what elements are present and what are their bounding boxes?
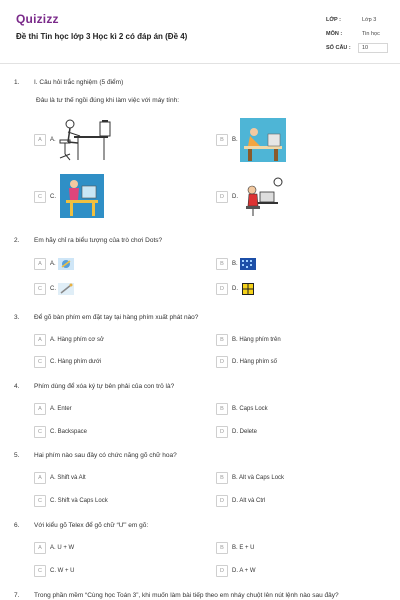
option-a[interactable]	[34, 134, 56, 146]
option-c[interactable]	[34, 356, 101, 368]
option-letter: B	[216, 542, 228, 554]
option-b[interactable]	[216, 258, 256, 270]
option-b[interactable]	[216, 334, 281, 346]
option-text: D. A + W	[232, 568, 256, 574]
option-letter: A	[34, 258, 46, 270]
subject-value: Tin học	[362, 31, 380, 37]
question-number: 5.	[14, 452, 20, 459]
option-c[interactable]	[34, 565, 75, 577]
question-number: 7.	[14, 592, 20, 599]
option-letter: D	[216, 495, 228, 507]
option-b[interactable]	[216, 542, 255, 554]
option-letter: C	[34, 565, 46, 577]
option-d[interactable]	[216, 426, 257, 438]
sitting-posture-image-c	[60, 174, 104, 218]
sitting-posture-image-a	[56, 116, 112, 164]
option-text: C. Backspace	[50, 429, 88, 435]
option-letter: D	[216, 191, 228, 203]
option-a[interactable]	[34, 542, 74, 554]
question-text: I. Câu hỏi trắc nghiệm (5 điểm)	[34, 79, 124, 86]
option-d[interactable]	[216, 565, 256, 577]
question-text: Hai phím nào sau đây có chức năng gõ chữ hoa?	[34, 452, 177, 459]
option-text: D. Alt và Ctrl	[232, 498, 266, 504]
option-letter: A	[34, 403, 46, 415]
option-text: C.	[50, 194, 56, 200]
option-text: C.	[50, 286, 56, 292]
option-text: B.	[232, 261, 238, 267]
option-text: D.	[232, 194, 238, 200]
option-d[interactable]	[216, 495, 265, 507]
option-text: B.	[232, 137, 238, 143]
option-text: D. Delete	[232, 429, 258, 435]
option-letter: A	[34, 134, 46, 146]
option-text: A. Enter	[50, 406, 72, 412]
option-b[interactable]	[216, 472, 284, 484]
question-count-value: 10	[362, 45, 369, 51]
question-number: 4.	[14, 383, 20, 390]
option-text: A. Hàng phím cơ sở	[50, 337, 104, 343]
option-text: B. Hàng phím trên	[232, 337, 281, 343]
worksheet-title: Đề thi Tin học lớp 3 Học kì 2 có đáp án (Đề 4)	[16, 32, 188, 41]
question-text: Phím dùng để xóa ký tự bên phải của con trỏ là?	[34, 383, 175, 390]
option-c[interactable]	[34, 495, 108, 507]
option-letter: B	[216, 334, 228, 346]
game-icon-b	[240, 258, 256, 270]
option-text: B. Alt và Caps Lock	[232, 475, 285, 481]
subject-label: MÔN :	[326, 31, 343, 37]
option-a[interactable]	[34, 334, 104, 346]
option-a[interactable]	[34, 403, 72, 415]
question-number: 1.	[14, 79, 20, 86]
option-letter: D	[216, 356, 228, 368]
option-text: B. E + U	[232, 545, 255, 551]
option-text: A.	[50, 137, 56, 143]
quizizz-logo[interactable]: Quizizz	[16, 12, 59, 26]
question-text: Với kiểu gõ Telex để gõ chữ “Ư” em gõ:	[34, 522, 149, 529]
option-letter: A	[34, 542, 46, 554]
option-letter: D	[216, 283, 228, 295]
option-letter: A	[34, 334, 46, 346]
option-text: C. Hàng phím dưới	[50, 359, 102, 365]
option-letter: D	[216, 426, 228, 438]
question-number: 3.	[14, 314, 20, 321]
option-d[interactable]	[216, 191, 238, 203]
game-icon-a	[58, 258, 74, 270]
question-number: 6.	[14, 522, 20, 529]
option-letter: B	[216, 134, 228, 146]
option-a[interactable]	[34, 258, 74, 270]
sitting-posture-image-b	[240, 118, 286, 162]
question-text: Em hãy chỉ ra biểu tượng của trò chơi Dots?	[34, 237, 163, 244]
option-text: C. Shift và Caps Lock	[50, 498, 108, 504]
option-a[interactable]	[34, 472, 86, 484]
option-letter: C	[34, 283, 46, 295]
question-number: 2.	[14, 237, 20, 244]
option-letter: C	[34, 426, 46, 438]
option-d[interactable]	[216, 356, 277, 368]
option-text: A. Shift và Alt	[50, 475, 86, 481]
game-icon-c	[58, 283, 74, 295]
question-text: Để gõ bàn phím em đặt tay tại hàng phím xuất phát nào?	[34, 314, 199, 321]
option-letter: B	[216, 258, 228, 270]
option-letter: B	[216, 472, 228, 484]
worksheet-header	[0, 0, 400, 64]
option-text: C. W + U	[50, 568, 75, 574]
option-letter: D	[216, 565, 228, 577]
option-b[interactable]	[216, 403, 268, 415]
option-c[interactable]	[34, 191, 56, 203]
option-text: D.	[232, 286, 238, 292]
option-c[interactable]	[34, 283, 74, 295]
game-icon-d	[240, 283, 256, 295]
question-count-label: SỐ CÂU :	[326, 45, 351, 51]
option-text: A.	[50, 261, 56, 267]
option-d[interactable]	[216, 283, 256, 295]
option-text: A. U + W	[50, 545, 75, 551]
question-text: Trong phần mềm “Cùng học Toán 3”, khi muốn làm bài tiếp theo em nháy chuột lên nút lệnh nào sau đây?	[34, 592, 339, 599]
class-label: LỚP :	[326, 17, 341, 23]
sitting-posture-image-d	[242, 176, 288, 218]
option-b[interactable]	[216, 134, 238, 146]
class-value: Lớp 3	[362, 17, 377, 23]
option-text: B. Caps Lock	[232, 406, 268, 412]
option-letter: C	[34, 356, 46, 368]
question-subtext: Đâu là tư thế ngồi đúng khi làm việc với máy tính:	[36, 97, 180, 104]
option-letter: C	[34, 495, 46, 507]
option-letter: B	[216, 403, 228, 415]
option-letter: C	[34, 191, 46, 203]
option-text: D. Hàng phím số	[232, 359, 278, 365]
option-c[interactable]	[34, 426, 87, 438]
option-letter: A	[34, 472, 46, 484]
